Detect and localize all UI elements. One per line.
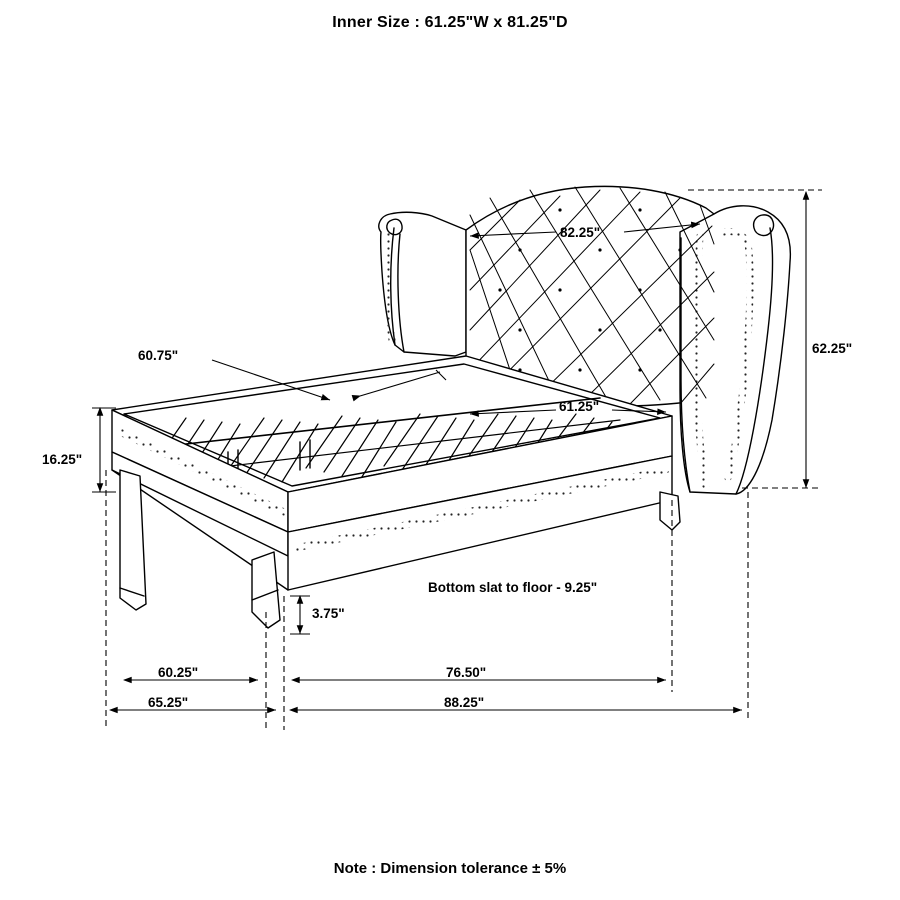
tolerance-note: Note : Dimension tolerance ± 5% xyxy=(333,860,567,877)
dim-headboard-height: 62.25" xyxy=(812,341,853,356)
dim-slat-span: 60.75" xyxy=(138,348,179,363)
dim-footprint-outer-width: 65.25" xyxy=(148,695,189,710)
dim-overall-length: 88.25" xyxy=(444,695,485,710)
page-title: Inner Size : 61.25"W x 81.25"D xyxy=(332,14,568,31)
dim-inner-width: 61.25" xyxy=(559,399,600,414)
slat-to-floor-note: Bottom slat to floor - 9.25" xyxy=(428,580,598,595)
dim-frame-height: 16.25" xyxy=(42,452,83,467)
dim-leg-height: 3.75" xyxy=(312,606,345,621)
dim-headboard-width: 82.25" xyxy=(560,225,601,240)
dim-footprint-inner-width: 60.25" xyxy=(158,665,199,680)
dim-inner-length: 76.50" xyxy=(446,665,487,680)
